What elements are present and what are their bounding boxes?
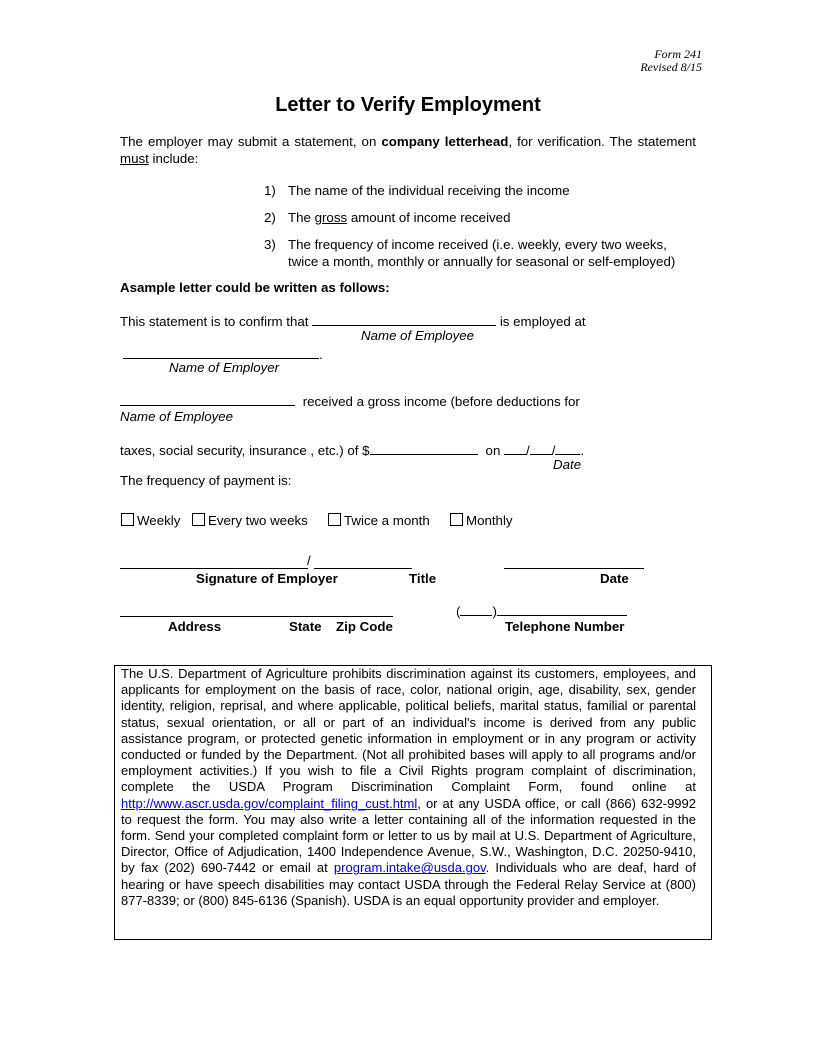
signature-line[interactable] [120, 568, 308, 569]
phone-area-code[interactable] [456, 602, 627, 619]
intro-text: , for verification. The statement [508, 134, 696, 149]
list-text: The frequency of income received (i.e. weekly, every two weeks, [288, 237, 667, 252]
address-label: Address [168, 619, 222, 634]
checkbox-label: Monthly [466, 513, 513, 528]
form-revised: Revised 8/15 [640, 60, 702, 74]
list-number: 2) [264, 210, 276, 225]
checkbox-label: Twice a month [344, 513, 430, 528]
date-slash: / [526, 443, 530, 458]
checkbox-box[interactable] [450, 513, 463, 526]
date-day-blank[interactable] [530, 441, 552, 455]
checkbox-label: Every two weeks [208, 513, 308, 528]
page-title: Letter to Verify Employment [275, 94, 541, 116]
date-year-blank[interactable] [555, 441, 580, 455]
checkbox-monthly[interactable] [450, 513, 513, 528]
frequency-text: The frequency of payment is: [120, 473, 292, 488]
checkbox-box[interactable] [328, 513, 341, 526]
title-label: Title [409, 571, 437, 586]
gross-income-blank[interactable] [370, 441, 478, 455]
telephone-number-label: Telephone Number [505, 619, 625, 634]
list-item [288, 237, 696, 270]
notice-text-part: . Individuals who are deaf, hard of hearing or have speech disabilities may contact USDA through the Federal Relay Service at (800) 877-8339; or (800) 845-6136 (Spanish). USDA is an equal opportunity provider and employer. [121, 860, 697, 908]
title-line[interactable] [314, 568, 412, 569]
notice-text [121, 666, 696, 909]
letter-text: This statement is to confirm that [120, 314, 313, 329]
checkbox-label: Weekly [137, 513, 181, 528]
date-label: Date [553, 457, 582, 472]
list-item: The name of the individual receiving the income [288, 183, 570, 198]
letter-line-3 [120, 392, 580, 409]
program-intake-email-link[interactable]: program.intake@usda.gov [333, 860, 486, 876]
nondiscrimination-notice [114, 665, 712, 940]
checkbox-box[interactable] [192, 513, 205, 526]
zip-code-label: Zip Code [336, 619, 393, 634]
gross-text: gross [314, 210, 348, 225]
intro-text: include: [148, 150, 199, 166]
name-of-employee-label: Name of Employee [361, 328, 475, 343]
letter-text: on [485, 443, 505, 458]
phone-paren: ( [456, 604, 461, 619]
letter-text: is employed at [496, 314, 586, 329]
list-text: twice a month, monthly or annually for seasonal or self-employed) [288, 253, 676, 269]
date-line[interactable] [504, 568, 644, 569]
name-of-employee-label: Name of Employee [120, 409, 234, 424]
date-month-blank[interactable] [504, 441, 526, 455]
phone-number-blank[interactable] [497, 602, 627, 616]
form-number-block [640, 48, 702, 74]
employee-name-blank[interactable] [312, 312, 496, 326]
list-text: The [288, 210, 315, 225]
letter-text: taxes, social security, insurance , etc.) of $ [120, 443, 370, 458]
list-item [288, 210, 510, 225]
area-code-blank[interactable] [460, 602, 492, 616]
signature-of-employer-label: Signature of Employer [196, 571, 338, 586]
complaint-form-link[interactable]: http://www.ascr.usda.gov/complaint_filing_cust.html [121, 795, 418, 811]
sample-heading: Asample letter could be written as follows: [120, 280, 390, 295]
employer-name-blank[interactable] [123, 345, 319, 359]
list-number: 3) [264, 237, 276, 252]
signature-slash: / [307, 553, 311, 568]
intro-text: The employer may submit a statement, on [120, 134, 382, 149]
date-label: Date [600, 571, 629, 586]
letter-text: . [319, 347, 323, 362]
phone-paren: ) [492, 604, 497, 619]
state-label: State [289, 619, 322, 634]
letter-line-4 [120, 441, 584, 458]
list-number: 1) [264, 183, 276, 198]
notice-text-part: , or at any USDA office, or call (866) 632-9992 to request the form. You may also write a letter containing all of the information requested in the form. Send your completed complaint form or letter to us by mail at U.S. Department of Agriculture, Director, Office of Adjudication, 1400 Independence Avenue, S.W., Washington, D.C. 20250-9410, by fax (202) 690-7442 or email at [121, 795, 696, 876]
address-line[interactable] [120, 616, 393, 617]
intro-paragraph [120, 134, 696, 167]
list-text: amount of income received [347, 210, 511, 225]
company-letterhead-text: company letterhead [381, 134, 509, 149]
checkbox-every-two-weeks[interactable] [192, 513, 308, 528]
letter-line-1 [120, 312, 586, 329]
checkbox-twice-a-month[interactable] [328, 513, 430, 528]
letter-text: . [580, 443, 585, 458]
letter-text: received a gross income (before deductions for [299, 394, 580, 409]
checkbox-weekly[interactable] [121, 513, 180, 528]
date-slash: / [551, 443, 556, 458]
notice-text-part: The U.S. Department of Agriculture prohibits discrimination against its customers, employees, and applicants for employment on the basis of race, color, national origin, age, disability, sex, gender identity, religion, reprisal, and where applicable, political beliefs, marital status, familial or parental status, sexual orientation, or all or part of an individual's income is derived from any public assistance program, or protected genetic information in employment or in any program or activity conducted or funded by the Department. (Not all prohibited bases will apply to all programs and/or employment activities.) If you wish to file a Civil Rights program complaint of discrimination, complete the USDA Program Discrimination Complaint Form, found online at [121, 666, 696, 795]
employee-name-blank[interactable] [120, 392, 295, 406]
form-number: Form 241 [654, 47, 702, 61]
must-text: must [120, 150, 149, 166]
checkbox-box[interactable] [121, 513, 134, 526]
name-of-employer-label: Name of Employer [169, 360, 280, 375]
